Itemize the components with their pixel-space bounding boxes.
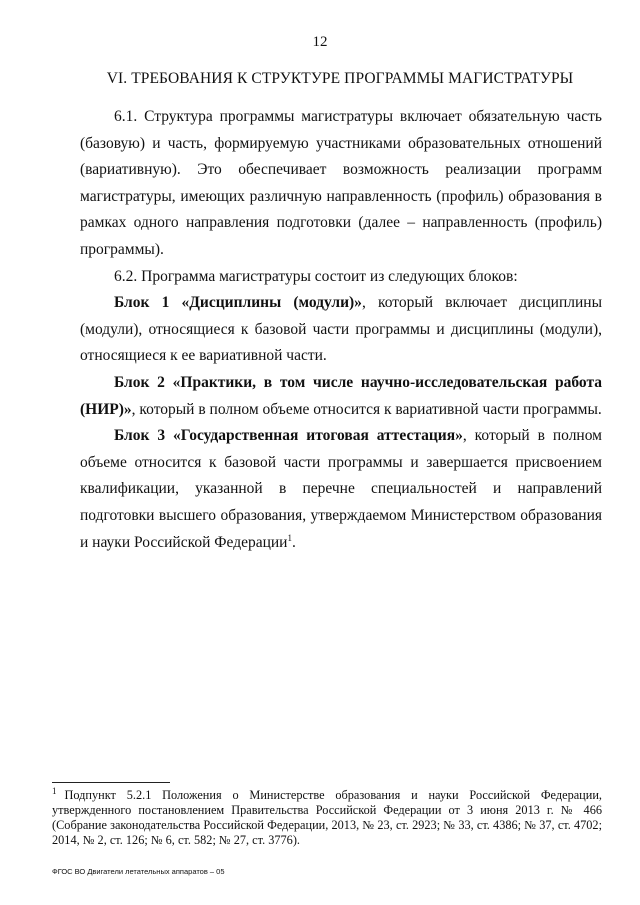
- paragraph-block-2: [80, 370, 602, 423]
- section-title: VI. ТРЕБОВАНИЯ К СТРУКТУРЕ ПРОГРАММЫ МАГИСТРАТУРЫ: [106, 70, 574, 87]
- page-footer: ФГОС ВО Двигатели летательных аппаратов – 05: [52, 867, 225, 876]
- footnote-mark: 1: [52, 785, 57, 796]
- paragraph-6-2: 6.2. Программа магистратуры состоит из следующих блоков:: [114, 267, 518, 285]
- paragraph-block-3: [80, 423, 602, 556]
- paragraph-6-1: 6.1. Структура программы магистратуры включает обязательную часть (базовую) и часть, формируемую участниками образовательных отношений (вариативную). Это обеспечивает возможность реализации программ магистратуры, имеющих различную направленность (профиль) образования в рамках одного направления подготовки (далее – направленность (профиль) программы).: [80, 108, 602, 258]
- footnote-text: Подпункт 5.2.1 Положения о Министерстве образования и науки Российской Федерации, утвержденного постановлением Правительства Российской Федерации от 3 июня 2013 г. № 466 (Собрание законодательства Российской Федерации, 2013, № 23, ст. 2923; № 33, ст. 4386; № 37, ст. 4702; 2014, № 2, ст. 126; № 6, ст. 582; № 27, ст. 3776).: [52, 788, 602, 847]
- block-3-text: , который в полном объеме относится к базовой части программы и завершается присвоением квалификации, указанной в перечне специальностей и направлений подготовки высшего образования, утверждаемом Министерством образования и науки Российской Федерации: [80, 427, 602, 551]
- footnote-reference: 1: [287, 532, 292, 543]
- footnote: [52, 785, 602, 848]
- block-1-text: , который включает дисциплины (модули), относящиеся к базовой части программы и дисциплины (модули), относящиеся к ее вариативной части.: [80, 294, 602, 365]
- body-text: [80, 104, 602, 556]
- block-1-title: Блок 1 «Дисциплины (модули)»: [114, 294, 362, 312]
- block-2-text: , который в полном объеме относится к вариативной части программы.: [131, 400, 602, 418]
- paragraph-block-1: [80, 290, 602, 370]
- block-2-title: Блок 2 «Практики, в том числе научно-исследовательская работа (НИР)»: [80, 373, 602, 418]
- block-3-end: .: [291, 533, 296, 551]
- block-3-title: Блок 3 «Государственная итоговая аттестация»: [114, 427, 463, 445]
- footnote-separator: [52, 782, 170, 783]
- page-number: 12: [312, 34, 328, 50]
